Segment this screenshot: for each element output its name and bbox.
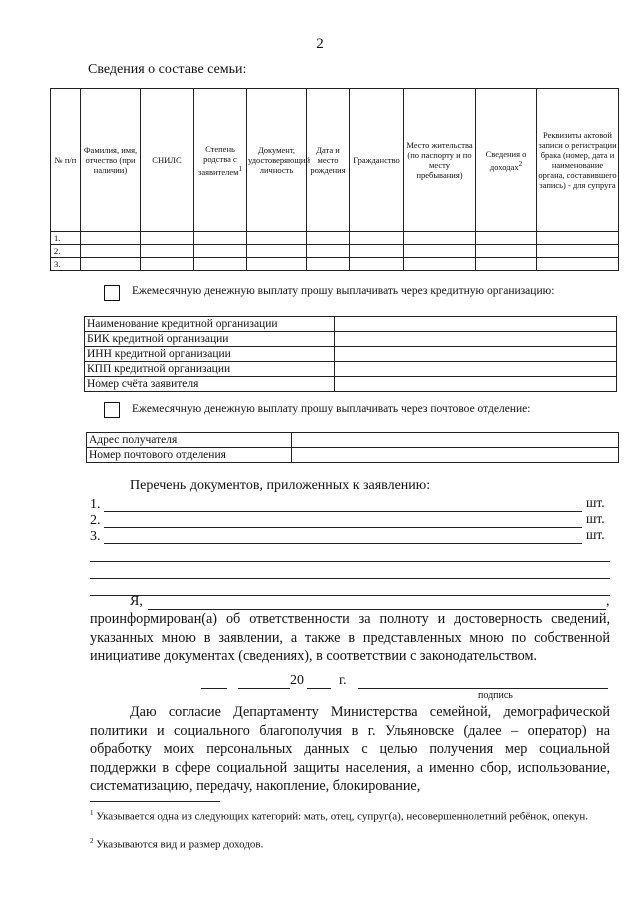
row-number: 1. xyxy=(51,232,81,245)
table-cell[interactable] xyxy=(141,245,194,258)
credit-details-table xyxy=(84,316,617,392)
signature-label: подпись xyxy=(478,690,513,701)
year-prefix: 20 xyxy=(290,673,304,688)
doc-item-number: 1. xyxy=(90,497,101,512)
credit-field-label: БИК кредитной организации xyxy=(85,332,335,347)
table-cell[interactable] xyxy=(350,258,404,271)
table-row xyxy=(51,245,619,258)
footnote-2-mark: 2 xyxy=(90,837,94,845)
footnote-1-mark: 1 xyxy=(90,809,94,817)
table-cell[interactable] xyxy=(141,258,194,271)
col-relation xyxy=(194,89,247,232)
unit-label: шт. xyxy=(586,527,605,542)
table-cell[interactable] xyxy=(537,258,619,271)
doc-line[interactable] xyxy=(104,527,582,528)
footnote-1-text: Указывается одна из следующих категорий: мать, отец, супруг(а), несовершеннолетний ребёнок, опекун. xyxy=(96,810,589,823)
table-cell[interactable] xyxy=(404,245,476,258)
blank-line[interactable] xyxy=(90,578,610,579)
blank-line[interactable] xyxy=(90,595,610,596)
table-cell[interactable] xyxy=(247,232,307,245)
table-cell[interactable] xyxy=(81,258,141,271)
table-cell[interactable] xyxy=(307,232,350,245)
table-cell[interactable] xyxy=(247,258,307,271)
table-cell[interactable] xyxy=(247,245,307,258)
table-cell[interactable] xyxy=(350,245,404,258)
signature-line[interactable] xyxy=(358,688,608,689)
credit-field-value[interactable] xyxy=(335,377,617,392)
footnote-1 xyxy=(90,806,612,824)
table-cell[interactable] xyxy=(537,232,619,245)
table-cell[interactable] xyxy=(307,258,350,271)
table-cell[interactable] xyxy=(194,245,247,258)
col-residence: Место жительства (по паспорту и по месту пребывания) xyxy=(404,89,476,232)
row-number: 3. xyxy=(51,258,81,271)
credit-field-label: Номер счёта заявителя xyxy=(85,377,335,392)
credit-field-value[interactable] xyxy=(335,347,617,362)
blank-line[interactable] xyxy=(90,561,610,562)
date-month-line[interactable] xyxy=(238,688,290,689)
unit-label: шт. xyxy=(586,495,605,510)
credit-option-label: Ежемесячную денежную выплату прошу выплачивать через кредитную организацию: xyxy=(132,285,555,297)
post-field-value[interactable] xyxy=(292,433,619,448)
date-year-line[interactable] xyxy=(307,688,331,689)
doc-line[interactable] xyxy=(104,543,582,544)
table-cell[interactable] xyxy=(350,232,404,245)
credit-field-value[interactable] xyxy=(335,362,617,377)
post-option-checkbox[interactable] xyxy=(104,402,120,418)
doc-item-number: 2. xyxy=(90,513,101,528)
comma: , xyxy=(606,594,610,609)
credit-field-label: Наименование кредитной организации xyxy=(85,317,335,332)
table-cell[interactable] xyxy=(404,258,476,271)
credit-field-value[interactable] xyxy=(335,317,617,332)
credit-field-label: КПП кредитной организации xyxy=(85,362,335,377)
family-table xyxy=(50,88,619,271)
table-cell[interactable] xyxy=(194,232,247,245)
post-field-label: Номер почтового отделения xyxy=(87,448,292,463)
col-fio: Фамилия, имя, отчество (при наличии) xyxy=(81,89,141,232)
col-id-document: Документ, удостоверяющий личность xyxy=(247,89,307,232)
col-relation-text: Степень родства с заявителем xyxy=(198,143,239,177)
doc-item-number: 3. xyxy=(90,529,101,544)
credit-field-label: ИНН кредитной организации xyxy=(85,347,335,362)
table-cell[interactable] xyxy=(307,245,350,258)
footnote-divider xyxy=(90,801,220,802)
col-snils: СНИЛС xyxy=(141,89,194,232)
date-day-line[interactable] xyxy=(201,688,227,689)
post-details-table xyxy=(86,432,619,463)
table-cell[interactable] xyxy=(537,245,619,258)
table-cell[interactable] xyxy=(141,232,194,245)
footnote1-ref: 1 xyxy=(238,164,242,173)
footnote-2 xyxy=(90,834,612,852)
footnote2-ref: 2 xyxy=(518,159,523,168)
table-row xyxy=(51,232,619,245)
family-heading: Сведения о составе семьи: xyxy=(88,62,247,77)
informed-text: проинформирован(а) об ответственности за полноту и достоверность сведений, указанных мною в заявлении, а также в представленных мною по собственной инициативе документах (сведениях), в соответствии с законодательством. xyxy=(90,611,610,664)
table-cell[interactable] xyxy=(81,245,141,258)
credit-option-checkbox[interactable] xyxy=(104,285,120,301)
col-birth: Дата и место рождения xyxy=(307,89,350,232)
table-cell[interactable] xyxy=(476,258,537,271)
post-option-label: Ежемесячную денежную выплату прошу выплачивать через почтовое отделение: xyxy=(132,403,531,415)
col-income xyxy=(476,89,537,232)
page-number: 2 xyxy=(316,36,324,52)
table-row xyxy=(51,258,619,271)
table-cell[interactable] xyxy=(476,245,537,258)
table-cell[interactable] xyxy=(476,232,537,245)
i-label: Я, xyxy=(130,594,143,609)
table-cell[interactable] xyxy=(81,232,141,245)
footnote-2-text: Указываются вид и размер доходов. xyxy=(96,838,264,851)
col-num: № п/п xyxy=(51,89,81,232)
row-number: 2. xyxy=(51,245,81,258)
doc-line[interactable] xyxy=(104,511,582,512)
post-field-value[interactable] xyxy=(292,448,619,463)
col-citizenship: Гражданство xyxy=(350,89,404,232)
documents-heading: Перечень документов, приложенных к заявлению: xyxy=(130,478,431,493)
year-suffix: г. xyxy=(339,673,347,688)
consent-text: Даю согласие Департаменту Министерства семейной, демографической политики и социального благополучия в г. Ульяновске (далее – оператор) на обработку моих персональных данных с целью получения мер социальной поддержки в сфере социальной защиты населения, а именно сбор, использование, систематизацию, передачу, накопление, блокирование, xyxy=(90,704,610,794)
post-field-label: Адрес получателя xyxy=(87,433,292,448)
table-cell[interactable] xyxy=(194,258,247,271)
credit-field-value[interactable] xyxy=(335,332,617,347)
table-cell[interactable] xyxy=(404,232,476,245)
col-income-text: Сведения о доходах xyxy=(485,148,527,172)
unit-label: шт. xyxy=(586,511,605,526)
col-marriage-record: Реквизиты актовой записи о регистрации брака (номер, дата и наименование органа, составившего запись) - для супруга xyxy=(537,89,619,232)
